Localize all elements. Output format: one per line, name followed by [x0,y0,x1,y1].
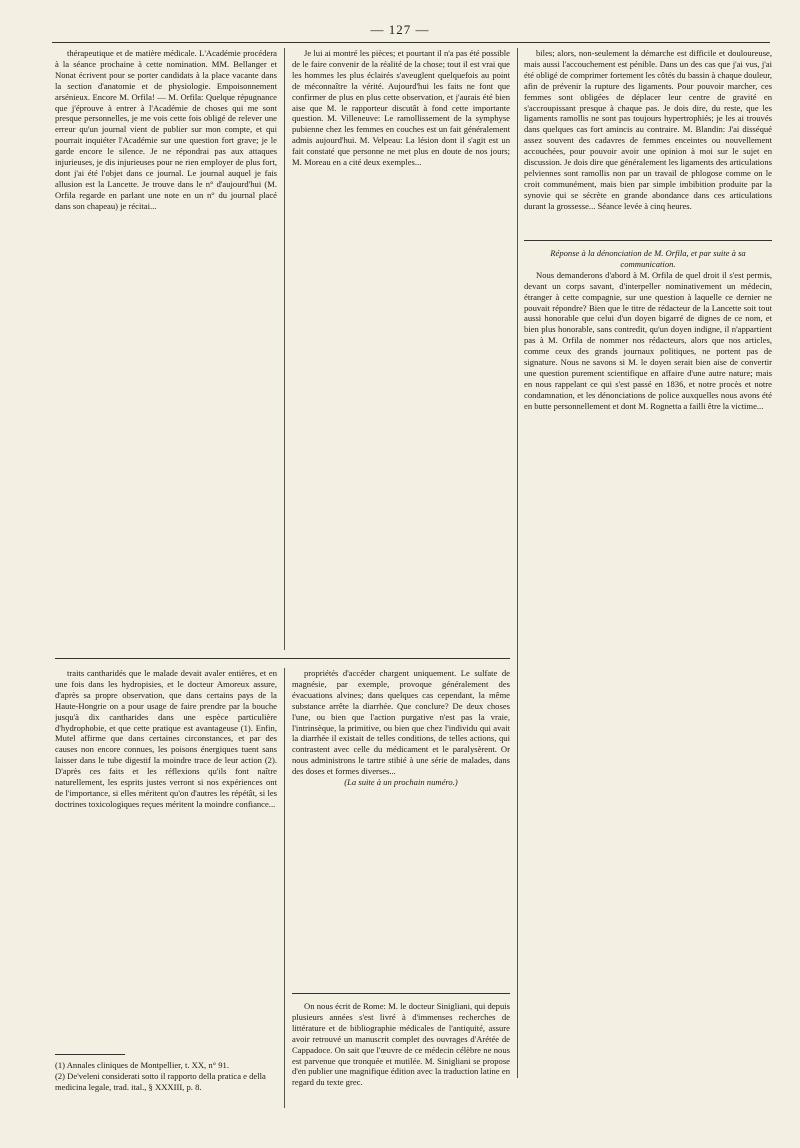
column-2 [292,48,510,650]
section-rule [55,658,510,659]
rome-news-text: On nous écrit de Rome: M. le docteur Sinigliani, qui depuis plusieurs années s'est livré à d'immenses recherches de littérature et de bibliographie médicales de l'antiquité, assure avoir retrouvé un manuscrit complet des ouvrages d'Arétée de Cappadoce. On sait que l'œuvre de ce médecin célèbre ne nous est parvenue que tronquée et mutilée. M. Sinigliani se propose d'en publier une magnifique édition avec la traduction latine en regard du texte grec. [292,1001,510,1088]
reply-body: Nous demanderons d'abord à M. Orfila de quel droit il s'est permis, devant un corps savant, d'interpeller nominativement un médecin, étranger à cette compagnie, sur une question à laquelle ce dernier ne pouvait répondre? Bien que le titre de rédacteur de la Lancette soit tout aussi honorable que celui d'un doyen bigarré de dignes de ce nom, et bien plus honorable, sans contredit, qu'un doyen indigne, il n'appartient pas à M. Orfila de nommer nos rédacteurs, alors que nos articles, comme ceux des grands journaux politiques, ne portent pas de signature. Nous ne savons si M. le doyen serait bien aise de convertir une question purement scientifique en affaire d'une autre nature; mais en nous rappelant ce qui s'est passé en 1836, et notre procès et notre condamnation, et les dénonciations de police auxquelles nous avons été en butte personnellement et dont M. Rognetta a failli être la victime... [524,269,772,411]
column-5 [292,668,510,983]
column-3-text: biles; alors, non-seulement la démarche est difficile et douloureuse, mais aussi l'accouchement est pénible. Dans un des cas que j'ai vus, j'ai été obligé de comprimer fortement les côtés du bassin à chaque douleur, afin de prévenir la rupture des ligaments. Pour pouvoir marcher, ces femmes sont obligées de déplacer leur centre de gravité en s'accroupissant presque à chaque pas. Je dois dire, du reste, que les ligaments ramollis ne sont pas toujours hypertrophiés; je les ai trouvés dans quelques cas fort amincis au contraire. M. Blandin: J'ai disséqué assez souvent des cadavres de femmes enceintes ou nouvellement accouchées, pour pouvoir avoir une opinion à moi sur le sujet en discussion. Je dois dire que généralement les ligaments des articulations pelviennes sont ramollis non par un travail de phlogose comme on le croit communément, mais bien par simple imbibition produite par la synovie qui se sécrète en grande abondance dans ces articulations durant la grossesse... Séance levée à cinq heures. [524,48,772,211]
column-4 [55,668,277,1063]
column-5-rome [292,1001,510,1101]
reply-title: Réponse à la dénonciation de M. Orfila, et par suite à sa communication. [550,248,746,269]
section-rule [292,993,510,994]
footnote-2: (2) De'veleni considerati sotto il rapporto della pratica e della medicina legale, trad. ital., § XXXIII, p. 8. [55,1070,266,1092]
column-divider [284,668,285,1108]
section-rule [524,240,772,241]
column-2-text: Je lui ai montré les pièces; et pourtant il n'a pas été possible de le faire convenir de la réalité de la chose; tout il est vrai que les hommes les plus éclairés s'aveuglent quelquefois au point de méconnaître la vérité. Aujourd'hui les faits ne font que confirmer de plus en plus cette observation, et j'aurais été bien aise que M. le rapporteur discutât à fond cette importante question. M. Villeneuve: Le ramollissement de la symphyse pubienne chez les femmes en couches est un fait généralement admis aujourd'hui. M. Velpeau: La lésion dont il s'agit est un fait constaté que personne ne met plus en doute de nos jours; M. Moreau en a cité deux exemples... [292,48,510,168]
column-divider [517,48,518,1078]
continued-notice: (La suite à un prochain numéro.) [344,777,458,788]
column-1 [55,48,277,650]
reply-section [524,248,772,1076]
column-5-text: propriétés d'accéder chargent uniquement. Le sulfate de magnésie, par exemple, provoque généralement des évacuations alvines; dans quelques cas cependant, la même substance arrête la diarrhée. Que conclure? De deux choses l'une, ou bien que l'action purgative n'est pas la vraie, l'intrinsèque, la primitive, ou bien que chez l'individu qui avait la diarrhée il existait de telles conditions, de telles actions, qui contrastent avec celle du médicament et le paralysèrent. Or nous administrons le tartre stibié à une série de malades, dans des doses et formes diverses... [292,668,510,777]
footnotes [55,1060,277,1093]
column-4-text: traits cantharidés que le malade devait avaler entières, et en une fois dans les hydropisies, et le docteur Amoreux assure, d'après sa propre observation, que dans certains pays de la Haute-Hongrie on a pour usage de faire prendre par la bouche jusqu'à dix cantharides dans une espèce particulière d'hydrophobie, et que cette pratique est avantageuse (1). Enfin, Mutel affirme que dans certaines circonstances, et par des causes non encore connues, les poisons énergiques tuent sans laisser dans le tube digestif la moindre trace de leur action (2). D'après ces faits et les réflexions qu'ils font naître naturellement, les esprits justes verront si nos expériences ont de l'importance, si elles méritent qu'on d'autres les répétât, si les doctrines toxicologiques reçues méritent la moindre confiance... [55,668,277,809]
column-1-text: thérapeutique et de matière médicale. L'Académie procédera à la séance prochaine à cette nomination. MM. Bellanger et Nonat écrivent pour se porter candidats à la place vacante dans la section d'anatomie et de physiologie. Empoisonnement arsénieux. Encore M. Orfila! — M. Orfila: Quelque répugnance que j'éprouve à entrer à l'Académie de choses qui me sont presque personnelles, je me vois cette fois obligé de relever une erreur qu'un journal vient de publier sur mon compte, et qui pourrait inquiéter l'Académie sur une question fort grave; je le garde encore le silence. Je ne répondrai pas aux attaques injurieuses, je dis injurieuses pour ne rien employer de plus fort, dont j'ai été l'objet dans ce journal. Le journal auquel je fais allusion est la Lancette. Je trouve dans le n° d'aujourd'hui (M. Orfila regarde en parlant une note en un n° du journal placé dans son chapeau) je récitai... [55,48,277,211]
column-divider [284,48,285,650]
footnote-1: (1) Annales cliniques de Montpellier, t. XX, n° 91. [55,1060,229,1070]
header-rule [52,42,770,43]
page-number: — 127 — [370,22,430,37]
footnote-rule [55,1054,125,1055]
column-3 [524,48,772,234]
